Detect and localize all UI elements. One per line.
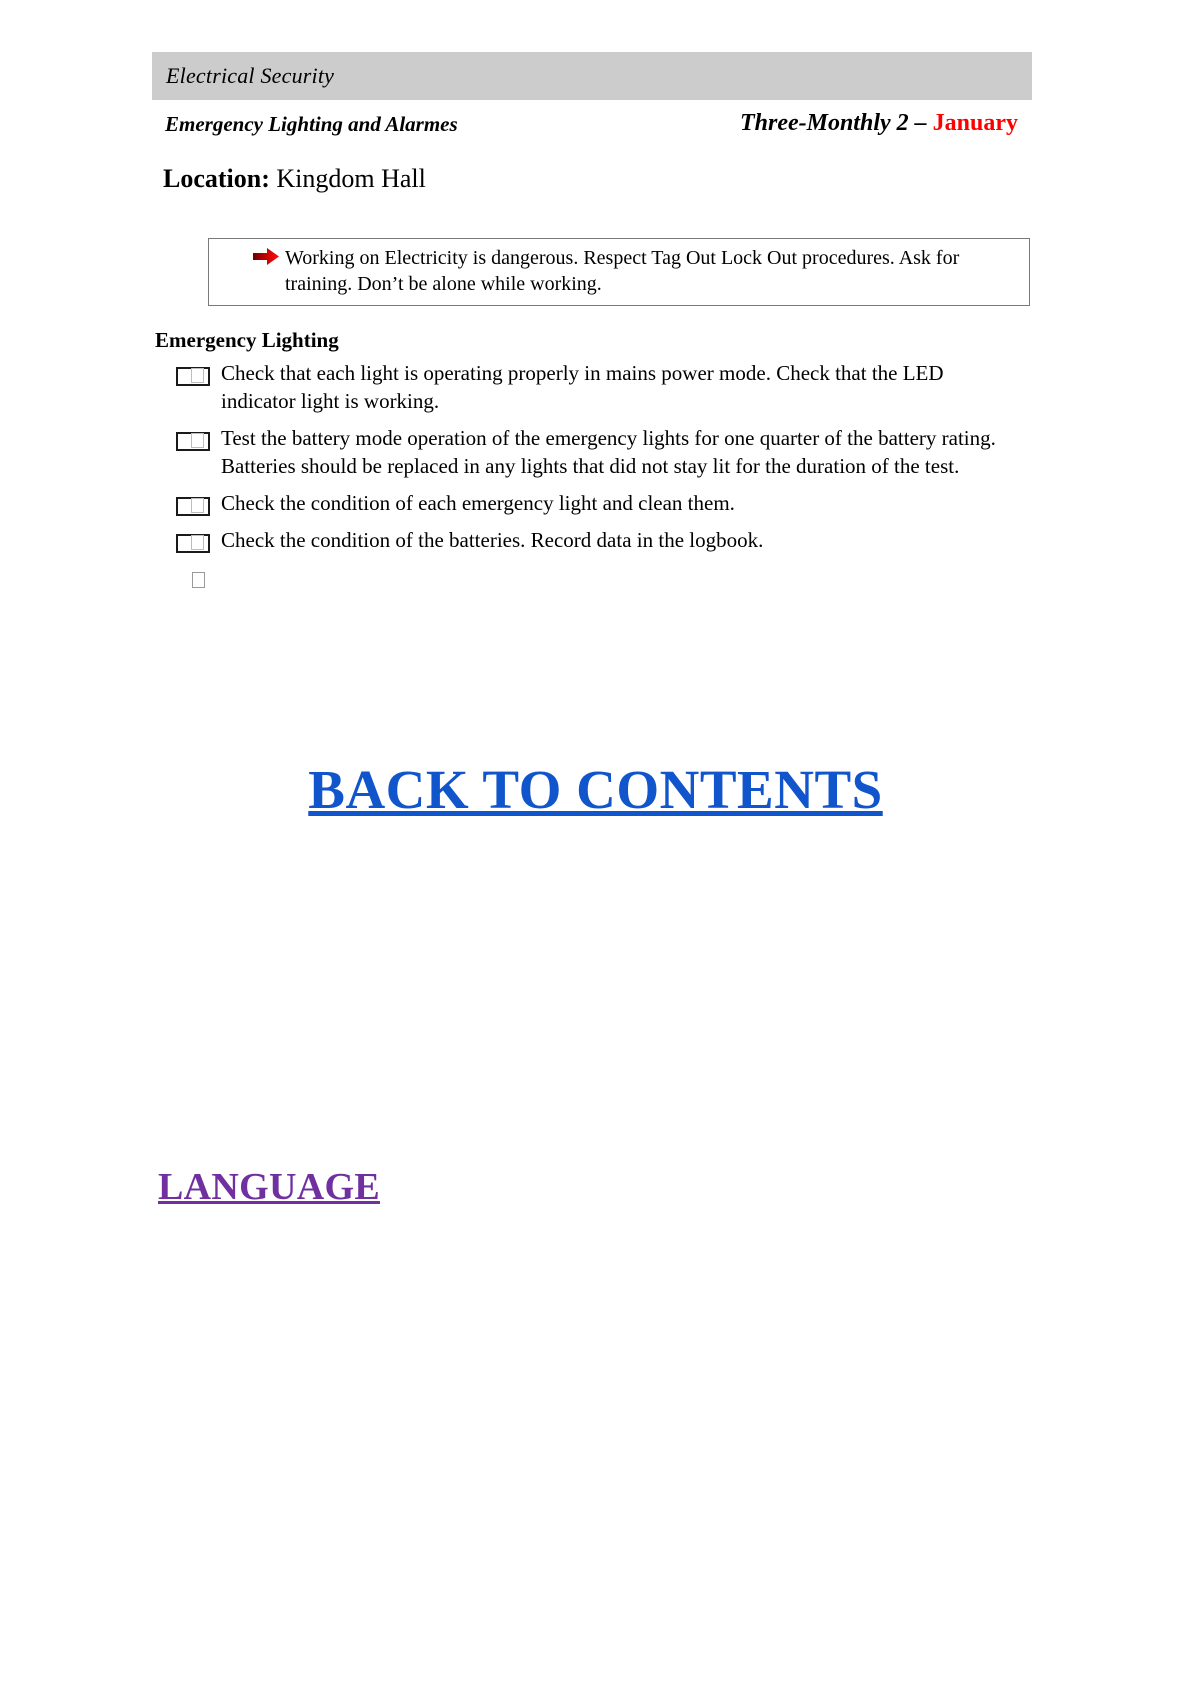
checklist-item-label: Check that each light is operating properly in mains power mode. Check that the LED indicator light is working. xyxy=(221,361,944,413)
document-header-bar xyxy=(152,52,1032,100)
checklist-item[interactable] xyxy=(176,360,1022,416)
subheader-row xyxy=(152,110,1032,144)
location-value: Kingdom Hall xyxy=(276,164,426,193)
empty-checkbox-glyph-icon xyxy=(192,572,205,588)
checklist-item[interactable] xyxy=(176,527,1022,555)
checkbox-glyph-icon[interactable] xyxy=(176,497,210,516)
checklist-item-label: Test the battery mode operation of the emergency lights for one quarter of the battery rating. Batteries should be replaced in any lights that did not stay lit for the duration of the test. xyxy=(221,425,996,478)
period-label xyxy=(740,110,1018,137)
checklist-item[interactable] xyxy=(176,490,1022,518)
period-prefix: Three-Monthly 2 – xyxy=(739,110,933,136)
checklist-item-label: Check the condition of the batteries. Record data in the logbook. xyxy=(221,527,764,552)
safety-warning-box xyxy=(208,238,1030,306)
checklist xyxy=(176,360,1022,564)
safety-warning-text: Working on Electricity is dangerous. Respect Tag Out Lock Out procedures. Ask for training. Don’t be alone while working. xyxy=(285,247,960,295)
back-to-contents-link[interactable]: BACK TO CONTENTS xyxy=(308,759,883,820)
document-title: Emergency Lighting and Alarmes xyxy=(165,112,458,136)
header-title: Electrical Security xyxy=(166,63,335,88)
checklist-item[interactable] xyxy=(176,425,1022,481)
checkbox-glyph-icon[interactable] xyxy=(176,367,210,386)
language-link[interactable]: LANGUAGE xyxy=(158,1166,380,1208)
checkbox-glyph-icon[interactable] xyxy=(176,432,210,451)
checklist-item-label: Check the condition of each emergency light and clean them. xyxy=(221,490,735,515)
location-line xyxy=(163,164,426,194)
checkbox-glyph-icon[interactable] xyxy=(176,534,210,553)
red-right-arrow-icon xyxy=(253,248,279,265)
location-label: Location: xyxy=(163,164,270,193)
period-month: January xyxy=(932,110,1018,136)
language-container xyxy=(158,1165,380,1209)
section-heading-emergency-lighting: Emergency Lighting xyxy=(155,328,339,352)
back-to-contents-container xyxy=(0,758,1191,821)
